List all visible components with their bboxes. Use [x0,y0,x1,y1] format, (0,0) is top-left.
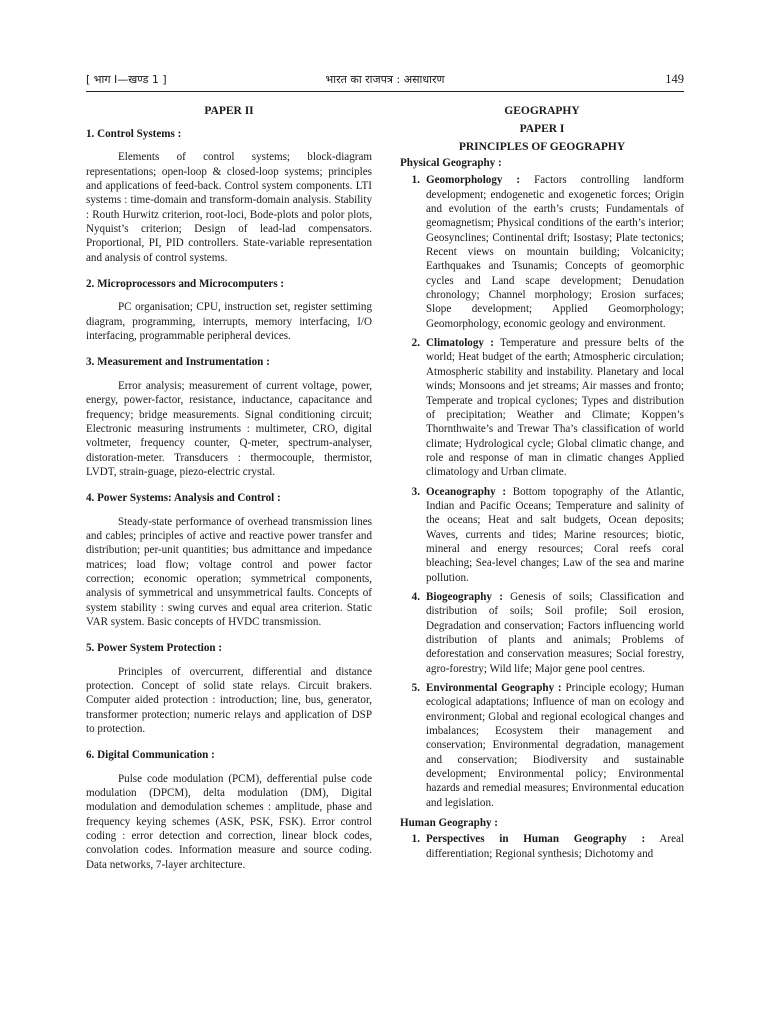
subject-title: GEOGRAPHY [504,105,580,117]
item-text: Factors controlling landform development; endogenetic and exogenetic forces; Origin and evolution of the earth’s crusts; Fundamentals of geomagnetism; Physical conditions of the earth’s interior; Geosynclines; Continental drift; Isostasy; Plate tectonics; Recent views on mountain building; Volcanicity; Earthquakes and Tsunamis; Concepts of geomorphic cycles and Land scape development; Denudation chronology; Channel morphology; Erosion surfaces; Slope development; Applied Geomorphology; Geomorphology, economic geology and environment. [426,174,684,330]
section-text: Steady-state performance of overhead transmission lines and cables; principles of active and reactive power transfer and distribution; per-unit quantities; bus admittance and impedance matrices; load flow; voltage control and power factor correction; economic operation; symmetrical components, analysis of symmetrical and unsymmetrical faults. Concepts of system stability : swing curves and equal area criterion. Static VAR system. Basic concepts of HVDC transmission. [86,515,372,628]
item-heading: Environmental Geography : [426,682,562,695]
item-number: 5. [411,682,420,695]
item-heading: Geomorphology : [426,174,521,187]
page-number: 149 [665,72,684,86]
item-text: Temperature and pressure belts of the world; Heat budget of the earth; Atmospheric circulation; Atmospheric stability and instability. Planetary and local winds; Monsoons and jet streams; Air masses and fronto; Temperate and tropical cyclones; Types and distribution of precipitation; Weather and Climate; Koppen’s Thornthwaite’s and Trewar Tha’s classification of world climate; Hydrological cycle; Global climatic change, and role and response of man in climatic changes Applied climatology and Urban climate. [426,337,684,479]
left-column [86,102,372,872]
group-heading: Physical Geography : [400,157,502,169]
section-title: 3. Measurement and Instrumentation : [86,356,270,369]
list-item [402,485,684,585]
item-text: Genesis of soils; Classification and distribution of soils; Soil profile; Soil erosion, Degradation and conservation; Factors influencing world distribution of plants and animals; Problems of deforestation and conservation measures; Social forestry, agro-forestry; Wild life; Major gene pool centres. [426,590,684,675]
item-number: 1. [411,833,420,846]
item-text: Bottom topography of the Atlantic, Indian and Pacific Oceans; Temperature and salinity of the oceans; Heat and salt budgets, Ocean deposits; Waves, currents and tides; Marine resources; biotic, mineral and energy resources; Coral reefs coral bleaching; Sea-level changes; Law of the sea and marine pollution. [426,485,684,584]
section-title: 2. Microprocessors and Microcomputers : [86,278,285,291]
item-heading: Oceanography : [426,485,507,498]
section-text: Error analysis; measurement of current voltage, power, energy, power-factor, resistance, inductance, capacitance and frequency; bridge measurements. Signal conditioning circuit; Electronic measuring instruments : multimeter, CRO, digital voltmeter, frequency counter, Q-meter, spectrum-analyser, distoration-meter. Transducers : thermocouple, thermistor, LVDT, strain-guage, piezo-electric crystal. [86,379,372,478]
section-title: 6. Digital Communication : [86,749,215,762]
list-item [402,832,684,861]
item-number: 2. [411,337,420,350]
list-item [402,590,684,676]
header-part-section: [ भाग I—खण्ड 1 ] [86,73,167,86]
physical-geography-list [400,173,684,810]
item-heading: Perspectives in Human Geography : [426,833,646,846]
list-item [402,173,684,331]
item-number: 3. [411,485,420,498]
section-title: 5. Power System Protection : [86,642,223,655]
right-column [400,102,684,866]
header-gazette-title: भारत का राजपत्र : असाधारण [325,73,445,86]
section-text: PC organisation; CPU, instruction set, register settiming diagram, programming, interrupts, memory interfacing, I/O interfacing, programmable peripheral devices. [86,301,372,343]
section-text: Principles of overcurrent, differential and distance protection. Concept of solid state relays. Circuit brakers. Computer aided protection : introduction; line, bus, generator, transformer protection; numeric relays and application of DSP to protection. [86,665,372,736]
list-item [402,681,684,810]
page-header [86,72,684,92]
header-rule [86,91,684,92]
principles-title: PRINCIPLES OF GEOGRAPHY [458,141,626,153]
list-item [402,336,684,479]
section-text: Pulse code modulation (PCM), defferential pulse code modulation (DPCM), delta modulation (DM), Digital modulation and demodulation schemes : amplitude, phase and frequency keying schemes (ASK, PSK, FSK). Error control coding : error detection and correction, linear block codes, convolation codes. Information measure and source coding. Data networks, 7-layer architecture. [86,772,372,871]
item-heading: Climatology : [426,337,494,350]
item-text: Areal differentiation; Regional synthesis; Dichotomy and [426,833,684,860]
item-text: Principle ecology; Human ecological adaptations; Influence of man on ecology and environment; Global and regional ecological changes and imbalances; Ecosystem their management and conservation; Environmental degradation, management and conservation; Biodiversity and sustainable development; Environmental policy; Environmental hazards and remedial measures; Environmental education and legislation. [426,682,684,809]
section-text: Elements of control systems; block-diagram representations; open-loop & closed-loop systems; principles and applications of feed-back. Control system components. LTI systems : time-domain and transform-domain analysis. Stability : Routh Hurwitz criterion, root-loci, Bode-plots and polor plots, Nyquist’s criterion; Design of lead-lad compensators. Proportional, PI, PID controllers. State-variable representation and analysis of control systems. [86,151,372,264]
section-title: 1. Control Systems : [86,128,182,140]
human-geography-list [400,832,684,861]
group-heading: Human Geography : [400,817,499,830]
paper-ii-title: PAPER II [204,105,254,117]
item-number: 4. [411,590,420,603]
section-title: 4. Power Systems: Analysis and Control : [86,492,281,505]
paper-i-title: PAPER I [519,123,565,135]
item-number: 1. [411,174,420,187]
item-heading: Biogeography : [426,590,503,603]
